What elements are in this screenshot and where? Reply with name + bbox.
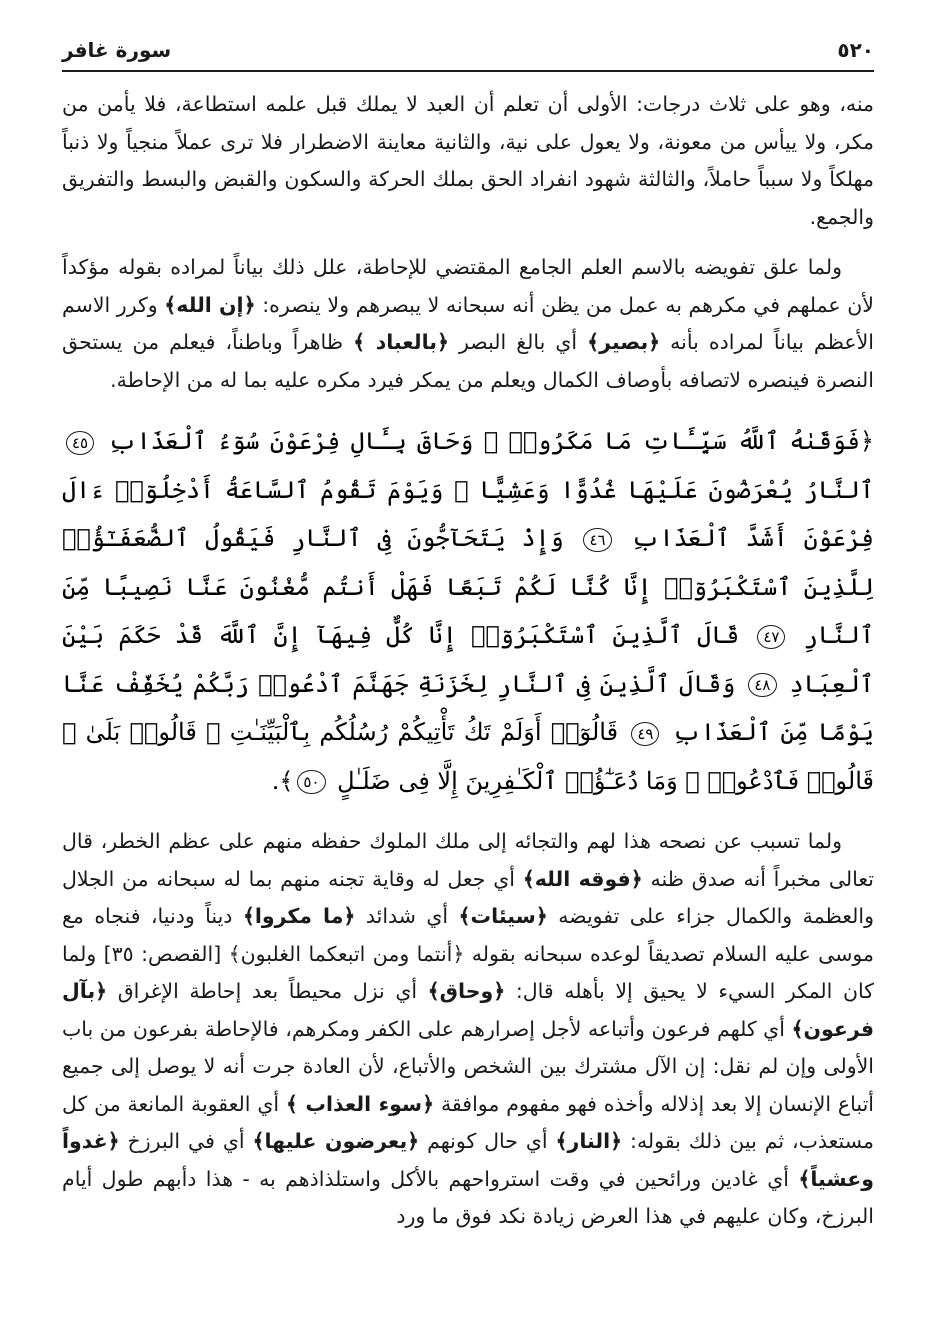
paragraph-1: منه، وهو على ثلاث درجات: الأولى أن تعلم أن العبد لا يملك قبل علمه استطاعة، فلا يأمن من مكر، ولا ييأس من معونة، ولا يعول على نية، والثانية معاينة الاضطرار فلا ترى عملاً منجياً ولا ذنباً مهلكاً ولا سبباً حاملاً، والثالثة شهود انفراد الحق بملك الحركة والسكون والقبض والبسط والتفريق والجمع.: [62, 92, 874, 229]
p3-s11: أي كلهم فرعون وأتباعه لأجل إصرارهم على الكفر ومكرهم، فالإحاطة بفرعون من باب الأولى وإن لم نقل: إن الآل مشترك بين الشخص والأتباع، لأن العادة جرت أنه لا يوصل إلى جميع أتباع الإنسان إلا بعد إذلاله وأخذه فهو مفهوم موافقة: [62, 1016, 874, 1116]
page-number: ٥٢٠: [837, 38, 874, 62]
quran-closing: ﴾.: [271, 766, 294, 795]
ayah-50-text: قَالُوٓا۟ أَوَلَمْ تَكُ تَأْتِيكُمْ رُسُلُكُم بِٱلْبَيِّنَـٰتِ ۖ قَالُوا۟ بَلَىٰ ۚ قَالُوا۟ فَٱدْعُوا۟ ۗ وَمَا دُعَـٰٓؤُا۟ ٱلْكَـٰفِرِينَ إِلَّا فِى ضَلَـٰلٍ: [62, 718, 874, 795]
quran-verses-block: [62, 417, 874, 805]
ayah-number-45: ٤٥: [66, 431, 94, 455]
p3-quote-bi-al-firawn: ﴿بآل فرعون﴾: [62, 979, 874, 1041]
p2-text-a: ولما علق تفويضه بالاسم العلم الجامع المقتضي للإحاطة، علل ذلك بياناً لمراده بقوله مؤكداً لأن عملهم في مكرهم به عمل من يظن أنه سبحانه لا يبصرهم ولا ينصره:: [62, 255, 874, 317]
p3-quote-su-al-adhab: ﴿سوء العذاب ﴾: [285, 1091, 435, 1116]
p3-s19: أي غادين ورائحين في وقت استرواحهم بالأكل واستلذاذهم به - هذا دأبهم طول أيام البرزخ، وكان عليهم في هذا العرض زيادة نكد فوق ما ورد: [62, 1166, 874, 1228]
p3-s3: أي جعل له وقاية تجنه منهم بما له سبحانه من الجلال والعظمة والكمال جزاء على تفويضه: [62, 866, 874, 928]
page-header: [62, 30, 874, 72]
p2-quote-basir: ﴿بصير﴾: [587, 330, 661, 354]
page-body: [62, 86, 874, 1236]
ayah-number-48: ٤٨: [748, 673, 776, 697]
ayah-49-text: وَقَالَ ٱلَّذِينَ فِى ٱلنَّارِ لِخَزَنَةِ جَهَنَّمَ ٱدْعُوا۟ رَبَّكُمْ يُخَفِّفْ عَنَّا يَوْمًا مِّنَ ٱلْعَذَابِ: [62, 669, 874, 746]
surah-title: سورة غافر: [62, 38, 172, 62]
ayah-48-text: قَالَ ٱلَّذِينَ ٱسْتَكْبَرُوٓا۟ إِنَّا كُلٌّ فِيهَآ إِنَّ ٱللَّهَ قَدْ حَكَمَ بَيْنَ ٱلْعِبَادِ: [62, 621, 874, 698]
ayah-46-text: ٱلنَّارُ يُعْرَضُونَ عَلَيْهَا غُدُوًّا وَعَشِيًّا ۖ وَيَوْمَ تَقُومُ ٱلسَّاعَةُ أَدْخِلُوٓا۟ ءَالَ فِرْعَوْنَ أَشَدَّ ٱلْعَذَابِ: [62, 475, 874, 552]
p3-quote-an-nar: ﴿النار﴾: [555, 1129, 623, 1153]
ayah-number-49: ٤٩: [631, 722, 659, 746]
paragraph-2: [62, 249, 874, 399]
p3-s7: ديناً ودنيا، فنجاه مع موسى عليه السلام تصديقاً لوعده سبحانه بقوله ﴿أنتما ومن اتبعكما الغلبون﴾ [القصص: ٣٥] ولما كان المكر السيء لا يحيق إلا بأهله قال:: [62, 904, 874, 1003]
p2-text-c: وكرر الاسم الأعظم بياناً لمراده بأنه: [62, 292, 874, 354]
p3-quote-sayyiat: ﴿سيئات﴾: [458, 904, 548, 928]
p3-s9: أي نزل محيطاً بعد إحاطة الإغراق: [107, 979, 428, 1003]
ayah-45-text: ﴿فَوَقَىٰهُ ٱللَّهُ سَيِّـَٔاتِ مَا مَكَرُوا۟ ۖ وَحَاقَ بِـَٔالِ فِرْعَوْنَ سُوٓءُ ٱلْعَذَابِ: [108, 427, 874, 455]
p3-quote-ghuduwwan-wa-ashiyya: ﴿غدواً وعشياً﴾: [62, 1129, 874, 1191]
ayah-47-text: وَإِذْ يَتَحَآجُّونَ فِى ٱلنَّارِ فَيَقُولُ ٱلضُّعَفَـٰٓؤُا۟ لِلَّذِينَ ٱسْتَكْبَرُوٓا۟ إِنَّا كُنَّا لَكُمْ تَبَعًا فَهَلْ أَنتُم مُّغْنُونَ عَنَّا نَصِيبًا مِّنَ ٱلنَّارِ: [62, 524, 874, 649]
p2-text-e: أي بالغ البصر: [448, 330, 588, 354]
ayah-number-50: ٥٠: [297, 770, 325, 794]
p3-s13: أي العقوبة المانعة من كل مستعذب، ثم بين ذلك بقوله:: [62, 1091, 874, 1153]
book-page: [62, 30, 874, 1320]
p3-quote-wahaqa: ﴿وحاق﴾: [427, 979, 506, 1003]
p3-s5: أي شدائد: [355, 904, 459, 928]
p2-text-g: ظاهراً وباطناً، فيعلم من يستحق النصرة فينصره لاتصافه بأوصاف الكمال ويعلم من يمكر فيرد مكره عليه بما له من الإحاطة.: [62, 330, 874, 392]
p2-quote-inna-allah: ﴿إن الله﴾: [164, 292, 256, 317]
p2-quote-bil-ibad: ﴿بالعباد ﴾: [353, 330, 449, 354]
ayah-number-46: ٤٦: [583, 528, 611, 552]
p3-quote-ma-makaru: ﴿ما مكروا﴾: [242, 904, 356, 928]
ayah-number-47: ٤٧: [757, 625, 785, 649]
p3-quote-fawaqahu-allah: ﴿فوقه الله﴾: [522, 866, 643, 891]
p3-s17: أي في البرزخ: [119, 1129, 253, 1153]
p3-s15: أي حال كونهم: [419, 1129, 556, 1153]
p3-s1: ولما تسبب عن نصحه هذا لهم والتجائه إلى ملك الملوك حفظه منهم على عظم الخطر، قال تعالى مخبراً أنه صدق ظنه: [62, 829, 874, 891]
paragraph-3: [62, 823, 874, 1236]
p3-quote-yuradun-alayha: ﴿يعرضون عليها﴾: [252, 1129, 420, 1153]
